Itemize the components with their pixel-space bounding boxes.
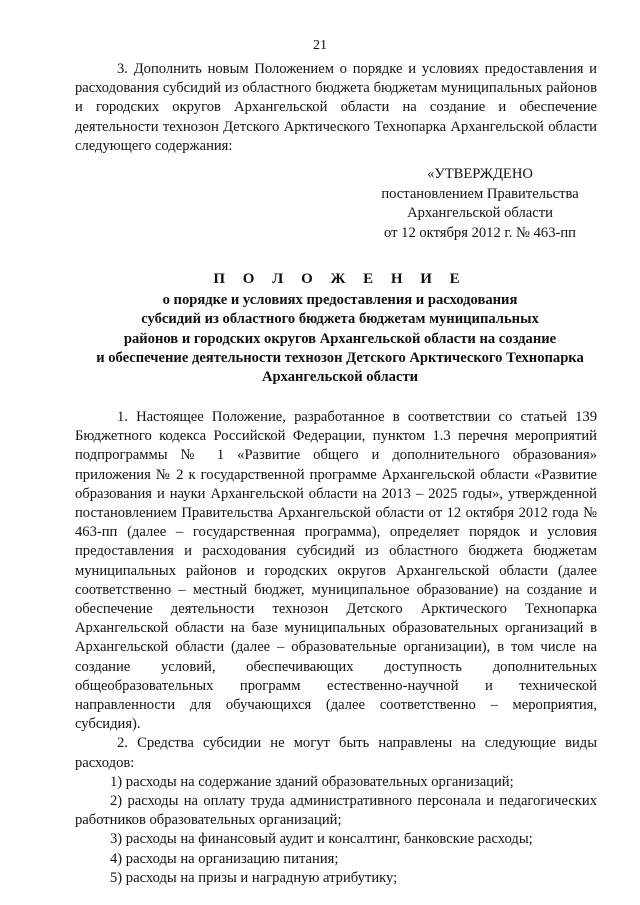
document-title xyxy=(60,270,620,387)
page-number: 21 xyxy=(313,38,327,53)
main-body xyxy=(75,408,597,888)
approved-line-3: Архангельской области xyxy=(407,205,553,222)
list-item-5: 5) расходы на призы и наградную атрибутику; xyxy=(110,869,398,886)
title-heading: П О Л О Ж Е Н И Е xyxy=(213,271,467,287)
intro-section xyxy=(75,60,597,156)
approval-stamp xyxy=(360,165,600,243)
intro-paragraph: 3. Дополнить новым Положением о порядке и условиях предоставления и расходования субсидий из областного бюджета бюджетам муниципальных районов и городских округов Архангельской области на создание и обеспечение деятельности технозон Детского Арктического Технопарка Архангельской области следующего содержания: xyxy=(75,61,597,154)
approved-line-1: «УТВЕРЖДЕНО xyxy=(427,166,533,182)
paragraph-1: 1. Настоящее Положение, разработанное в соответствии со статьей 139 Бюджетного кодекса Российской Федерации, пунктом 1.3 перечня мероприятий подпрограммы № 1 «Развитие общего и дополнительного образования» приложения № 2 к государственной программе Архангельской области «Развитие образования и науки Архангельской области на 2013 – 2025 годы», утвержденной постановлением Правительства Архангельской области от 12 октября 2012 года № 463-пп (далее – государственная программа), определяет порядок и условия предоставления и расходования субсидий из областного бюджета бюджетам муниципальных районов и городских округов Архангельской области (далее соответственно – местный бюджет, муниципальное образование) на создание и обеспечение деятельности технозон Детского Арктического Технопарка Архангельской области на базе муниципальных образовательных организаций в Архангельской области (далее – образовательные организации), в том числе на создание условий, обеспечивающих доступность дополнительных общеобразовательных программ естественно-научной и технической направленности для обучающихся (далее соответственно – мероприятия, субсидия). xyxy=(75,409,597,733)
approved-line-2: постановлением Правительства xyxy=(381,185,579,202)
approved-line-4: от 12 октября 2012 г. № 463-пп xyxy=(384,224,576,241)
paragraph-2: 2. Средства субсидии не могут быть направлены на следующие виды расходов: xyxy=(75,735,597,771)
list-item-4: 4) расходы на организацию питания; xyxy=(110,850,339,867)
title-line-1: о порядке и условиях предоставления и расходования xyxy=(162,292,518,309)
title-line-4: и обеспечение деятельности технозон Детского Арктического Технопарка xyxy=(96,349,584,366)
title-line-3: районов и городских округов Архангельской области на создание xyxy=(123,330,557,347)
title-line-2: субсидий из областного бюджета бюджетам муниципальных xyxy=(141,311,539,328)
title-line-5: Архангельской области xyxy=(261,369,419,386)
list-item-3: 3) расходы на финансовый аудит и консалтинг, банковские расходы; xyxy=(110,831,533,848)
list-item-2: 2) расходы на оплату труда административного персонала и педагогических работников образовательных организаций; xyxy=(75,793,597,829)
list-item-1: 1) расходы на содержание зданий образовательных организаций; xyxy=(110,773,514,790)
